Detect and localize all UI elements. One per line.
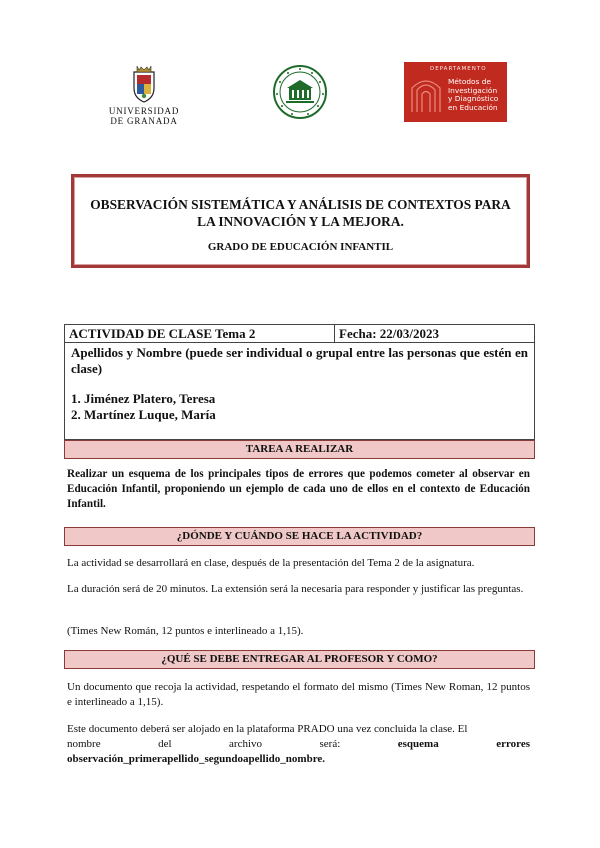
university-line1: UNIVERSIDAD [108, 106, 180, 116]
university-name [108, 106, 180, 126]
filename-word: esquema [397, 738, 439, 750]
filename-pattern: observación_primerapellido_segundoapellido_nombre. [67, 753, 326, 765]
department-name-line: y Diagnóstico [448, 94, 499, 103]
deliver-heading: ¿QUÉ SE DEBE ENTREGAR AL PROFESOR Y COMO? [64, 650, 535, 669]
filename-word: errores [496, 738, 530, 750]
faculty-seal [272, 64, 328, 120]
department-emblem-icon [408, 72, 444, 118]
deliver-paragraph-1: Un documento que recoja la actividad, respetando el formato del mismo (Times New Roman, 12 puntos e interlineado a 1,15). [67, 681, 530, 708]
where-paragraph-3: (Times New Román, 12 puntos e interlineado a 1,15). [67, 625, 304, 637]
activity-table [64, 324, 535, 440]
where-paragraph-2: La duración será de 20 minutos. La extensión será la necesaria para responder y justificar las preguntas. [67, 583, 524, 595]
department-name-line: en Educación [448, 102, 498, 112]
course-title-line1: OBSERVACIÓN SISTEMÁTICA Y ANÁLISIS DE CONTEXTOS PARA [90, 197, 511, 212]
word: nombre [67, 738, 101, 750]
department-name-line: Investigación [448, 85, 498, 95]
degree-title: GRADO DE EDUCACIÓN INFANTIL [207, 241, 394, 253]
deliver-paragraph-2 [67, 722, 530, 767]
word: del [158, 738, 172, 750]
department-label: DEPARTAMENTO [430, 66, 487, 72]
task-text: Realizar un esquema de los principales tipos de errores que podemos cometer al observar en Educación Infantil, proponiendo un ejemplo de cada uno de ellos en el contexto de Educación Infantil. [67, 468, 530, 510]
word: será: [319, 738, 341, 750]
department-name-line: Métodos de [448, 77, 491, 86]
activity-date: Fecha: 22/03/2023 [339, 326, 440, 341]
members-list [71, 391, 216, 423]
faculty-seal-icon [272, 64, 328, 120]
university-line2: DE GRANADA [110, 116, 178, 126]
activity-header-row [65, 325, 534, 343]
word: archivo [229, 738, 263, 750]
deliver-line: Este documento deberá ser alojado en la plataforma PRADO una vez concluida la clase. El [67, 723, 468, 735]
member-item: 2. Martínez Luque, María [71, 407, 216, 422]
cell-divider [334, 325, 335, 342]
course-title [74, 196, 527, 230]
names-prompt: Apellidos y Nombre (puede ser individual o grupal entre las personas que estén en clase) [71, 345, 528, 376]
course-title-box [71, 174, 530, 268]
course-title-line2: LA INNOVACIÓN Y LA MEJORA. [197, 214, 404, 229]
department-name [448, 78, 498, 112]
ugr-crest-icon [127, 64, 161, 104]
deliver-line [67, 737, 530, 752]
department-logo [404, 62, 507, 122]
member-item: 1. Jiménez Platero, Teresa [71, 391, 216, 406]
where-when-heading: ¿DÓNDE Y CUÁNDO SE HACE LA ACTIVIDAD? [64, 527, 535, 546]
where-paragraph-1: La actividad se desarrollará en clase, después de la presentación del Tema 2 de la asignatura. [67, 557, 475, 569]
activity-label: ACTIVIDAD DE CLASE Tema 2 [69, 326, 256, 341]
task-heading: TAREA A REALIZAR [64, 440, 535, 459]
university-logo [108, 64, 180, 126]
